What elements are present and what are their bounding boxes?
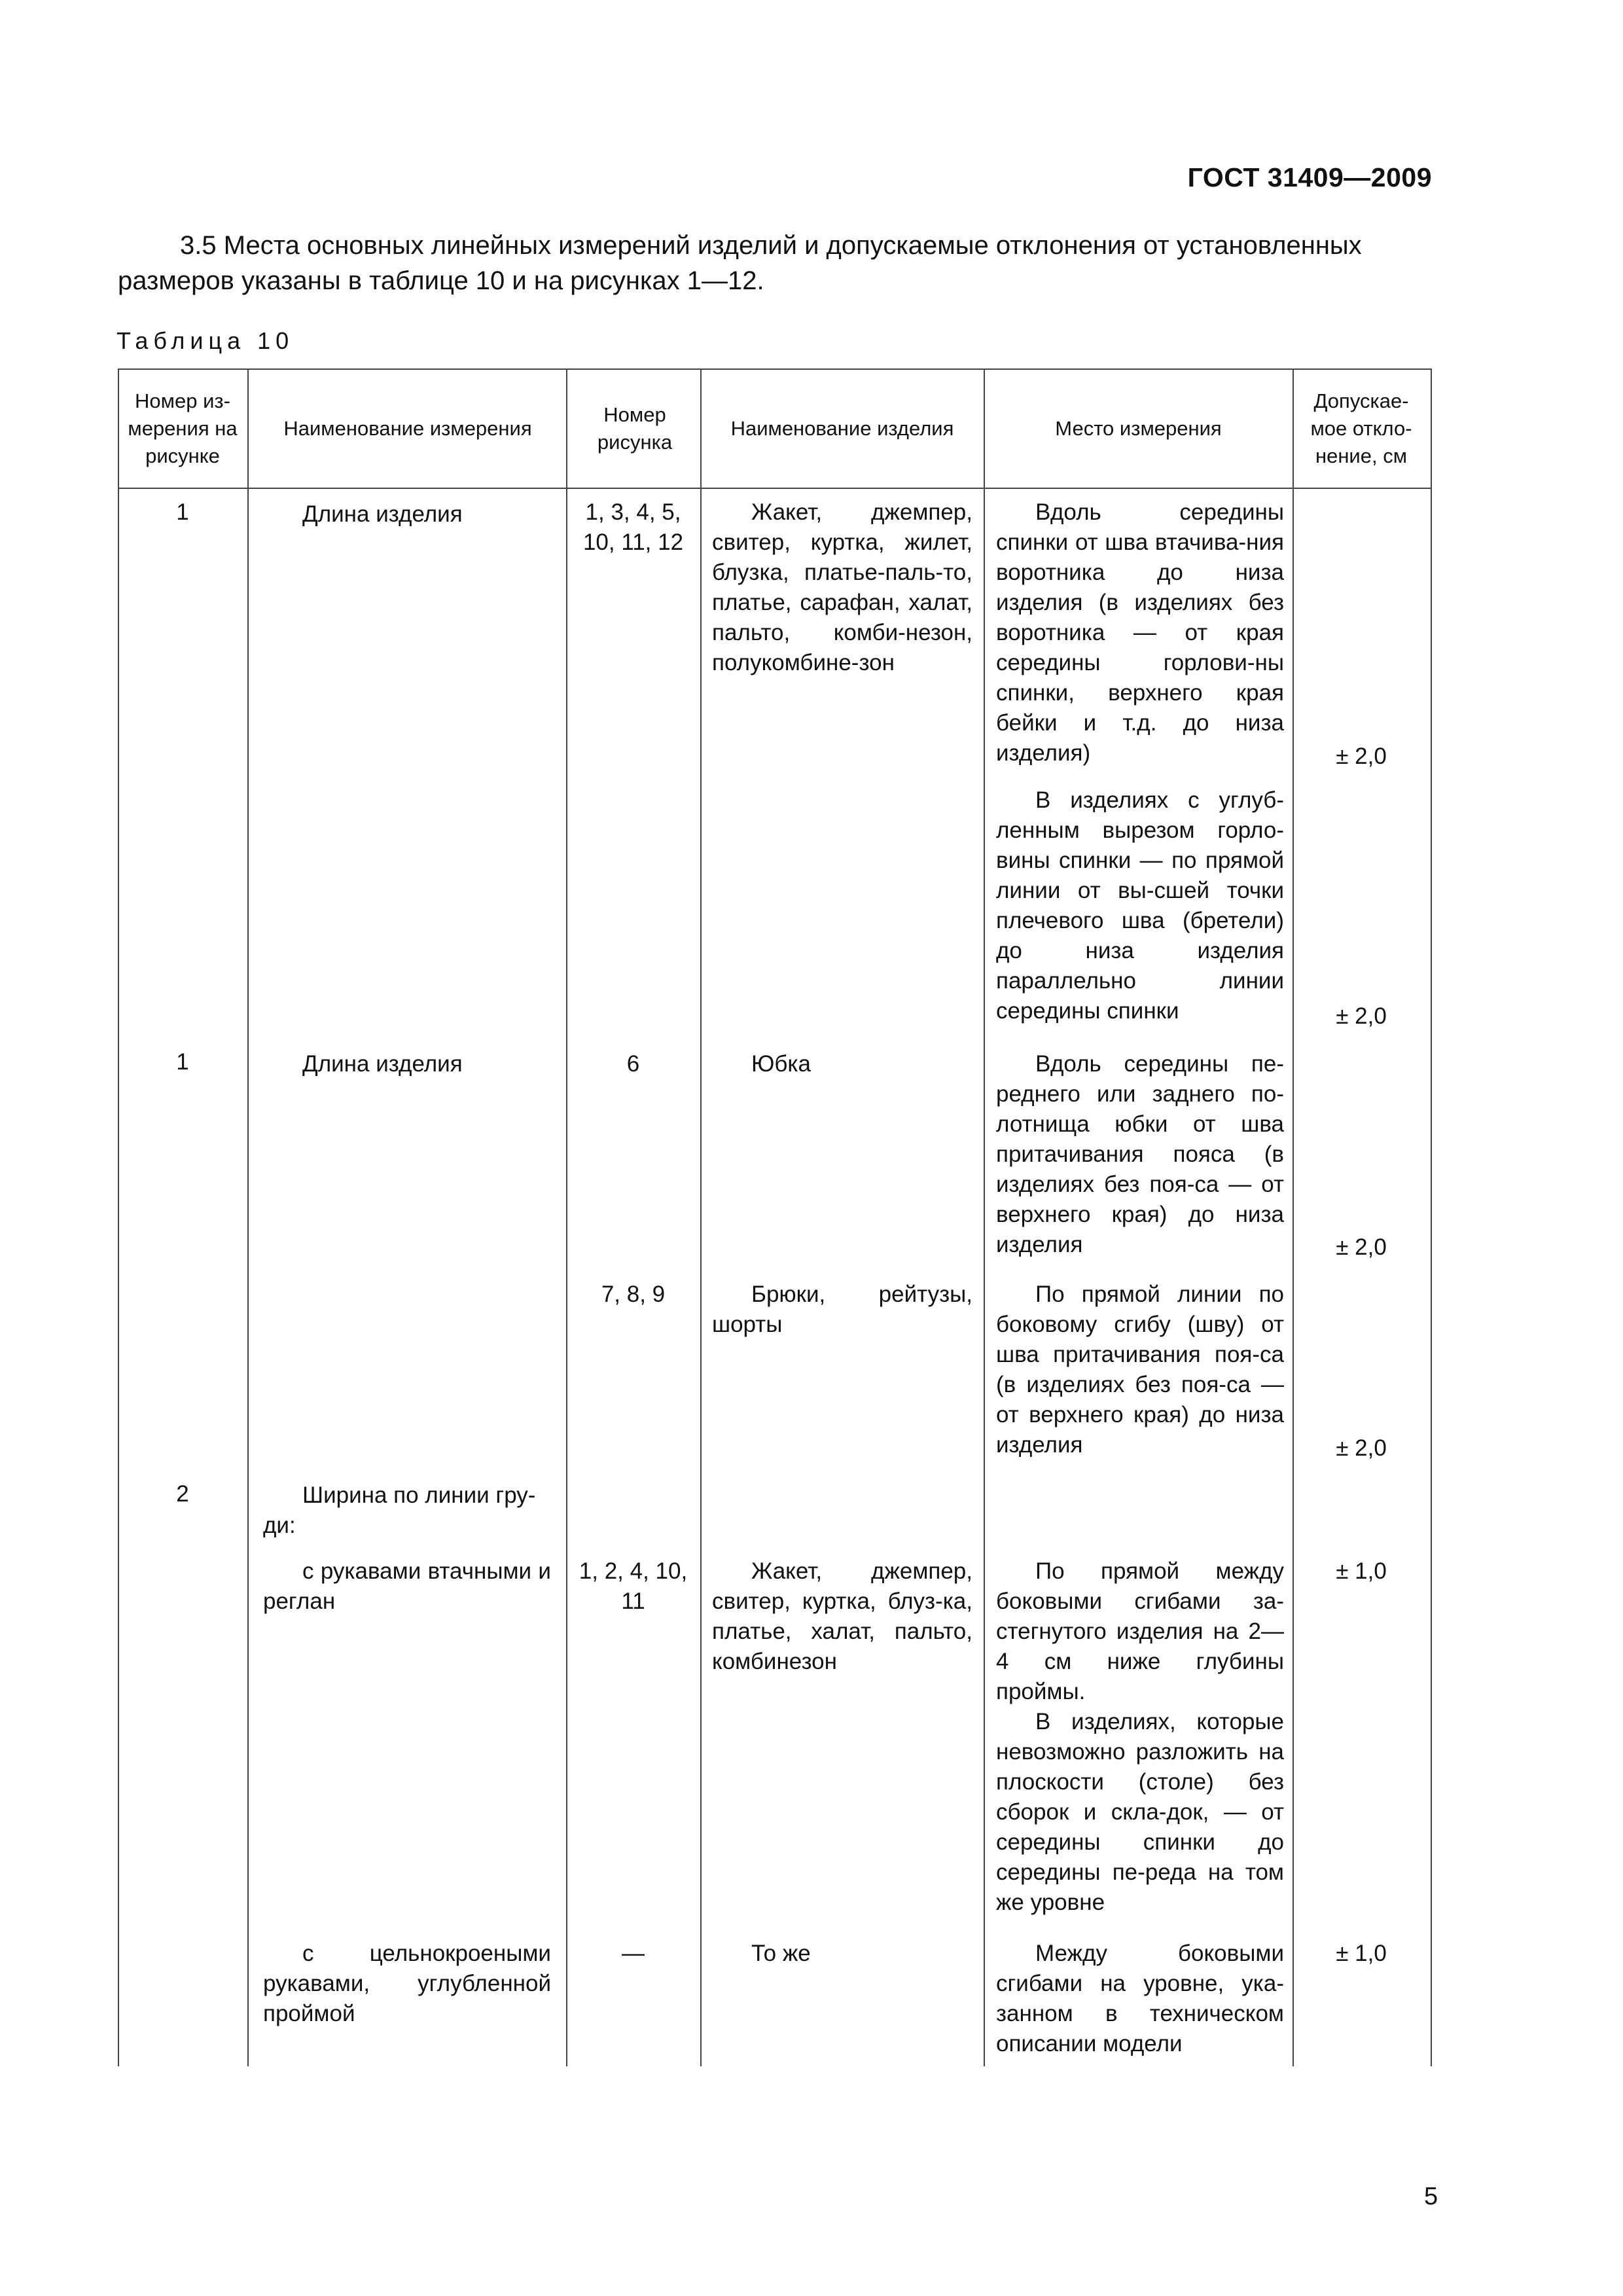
row1-tolerance: ± 2,0 [1336, 744, 1387, 769]
intro-paragraph [118, 228, 1431, 298]
col-border-right [1431, 368, 1432, 2066]
page-number: 5 [1424, 2183, 1438, 2210]
standard-code: ГОСТ 31409—2009 [1187, 162, 1432, 192]
row2-fig: 6 [626, 1051, 640, 1077]
header-num: Номер из-мерения на рисунке [128, 389, 238, 467]
row2-product: Юбка [751, 1051, 811, 1077]
row1b-tolerance: ± 2,0 [1336, 1003, 1387, 1029]
intro-line-1: 3.5 Места основных линейных измерений изделий и допускаемые отклонения от установленных [180, 231, 1362, 260]
row2-name: Длина изделия [302, 1051, 463, 1077]
row1-num: 1 [176, 499, 189, 525]
header-product: Наименование изделия [730, 417, 954, 440]
table-top-border [118, 368, 1432, 370]
row3b-tolerance: ± 1,0 [1336, 1941, 1387, 1966]
row3b-name: с цельнокроеными рукавами, углубленной проймой [263, 1941, 551, 2026]
row3a-place: По прямой между боковыми сгибами за-стегнутого изделия на 2—4 см ниже глубины проймы. [996, 1558, 1284, 1704]
row1-name: Длина изделия [302, 501, 463, 527]
row3a-fig: 1, 2, 4, 10, 11 [579, 1558, 688, 1614]
intro-line-2: размеров указаны в таблице 10 и на рисунках 1—12. [118, 266, 764, 295]
col-border-1 [247, 368, 249, 2066]
row1-place: Вдоль середины спинки от шва втачива-ния воротника до низа изделия (в изделиях без воротника — от края середины горлови-ны спинки, верхнего края бейки и т.д. до низа изделия) [996, 499, 1284, 766]
header-tolerance: Допускае-мое откло-нение, см [1310, 389, 1412, 467]
row2b-place: По прямой линии по боковому сгибу (шву) от шва притачивания поя-са (в изделиях без поя-са — от верхнего края) до низа изделия [996, 1282, 1284, 1458]
row3a-place-note: В изделиях, которые невозможно разложить на плоскости (столе) без сборок и скла-док, — от середины спинки до середины пе-реда на том же уровне [996, 1709, 1284, 1915]
col-border-5 [1293, 368, 1294, 2066]
col-border-2 [566, 368, 567, 2066]
header-bottom-border [118, 488, 1432, 489]
row3-num: 2 [176, 1481, 189, 1507]
header-place: Место измерения [1055, 417, 1222, 440]
row2-num: 1 [176, 1049, 189, 1075]
row2b-product: Брюки, рейтузы, шорты [712, 1282, 972, 1337]
table-caption: Таблица 10 [116, 327, 294, 354]
row2b-tolerance: ± 2,0 [1336, 1435, 1387, 1461]
row1b-place: В изделиях с углуб-ленным вырезом горло-вины спинки — по прямой линии от вы-сшей точки плечевого шва (бретели) до низа изделия параллельно линии середины спинки [996, 787, 1284, 1024]
row3a-name: с рукавами втачными и реглан [263, 1558, 551, 1614]
header-name: Наименование измерения [283, 417, 532, 440]
row2-place: Вдоль середины пе-реднего или заднего по-лотнища юбки от шва притачивания пояса (в изделиях без поя-са — от верхнего края) до низа изделия [996, 1051, 1284, 1257]
row2-tolerance: ± 2,0 [1336, 1234, 1387, 1260]
col-border-left [118, 368, 119, 2066]
col-border-3 [700, 368, 702, 2066]
row3b-product: То же [751, 1941, 811, 1966]
row3b-place: Между боковыми сгибами на уровне, ука-занном в техническом описании модели [996, 1941, 1284, 2056]
row1-fig: 1, 3, 4, 5, 10, 11, 12 [582, 499, 684, 555]
row1-product: Жакет, джемпер, свитер, куртка, жилет, блузка, платье-паль-то, платье, сарафан, халат, пальто, комби-незон, полукомбине-зон [712, 499, 972, 675]
row3b-fig: — [622, 1941, 645, 1966]
col-border-4 [984, 368, 985, 2066]
header-fig: Номер рисунка [597, 403, 673, 454]
row3a-tolerance: ± 1,0 [1336, 1558, 1387, 1584]
row3a-product: Жакет, джемпер, свитер, куртка, блуз-ка, платье, халат, пальто, комбинезон [712, 1558, 972, 1674]
row3-name: Ширина по линии гру-ди: [263, 1482, 536, 1538]
row2b-fig: 7, 8, 9 [601, 1282, 666, 1307]
